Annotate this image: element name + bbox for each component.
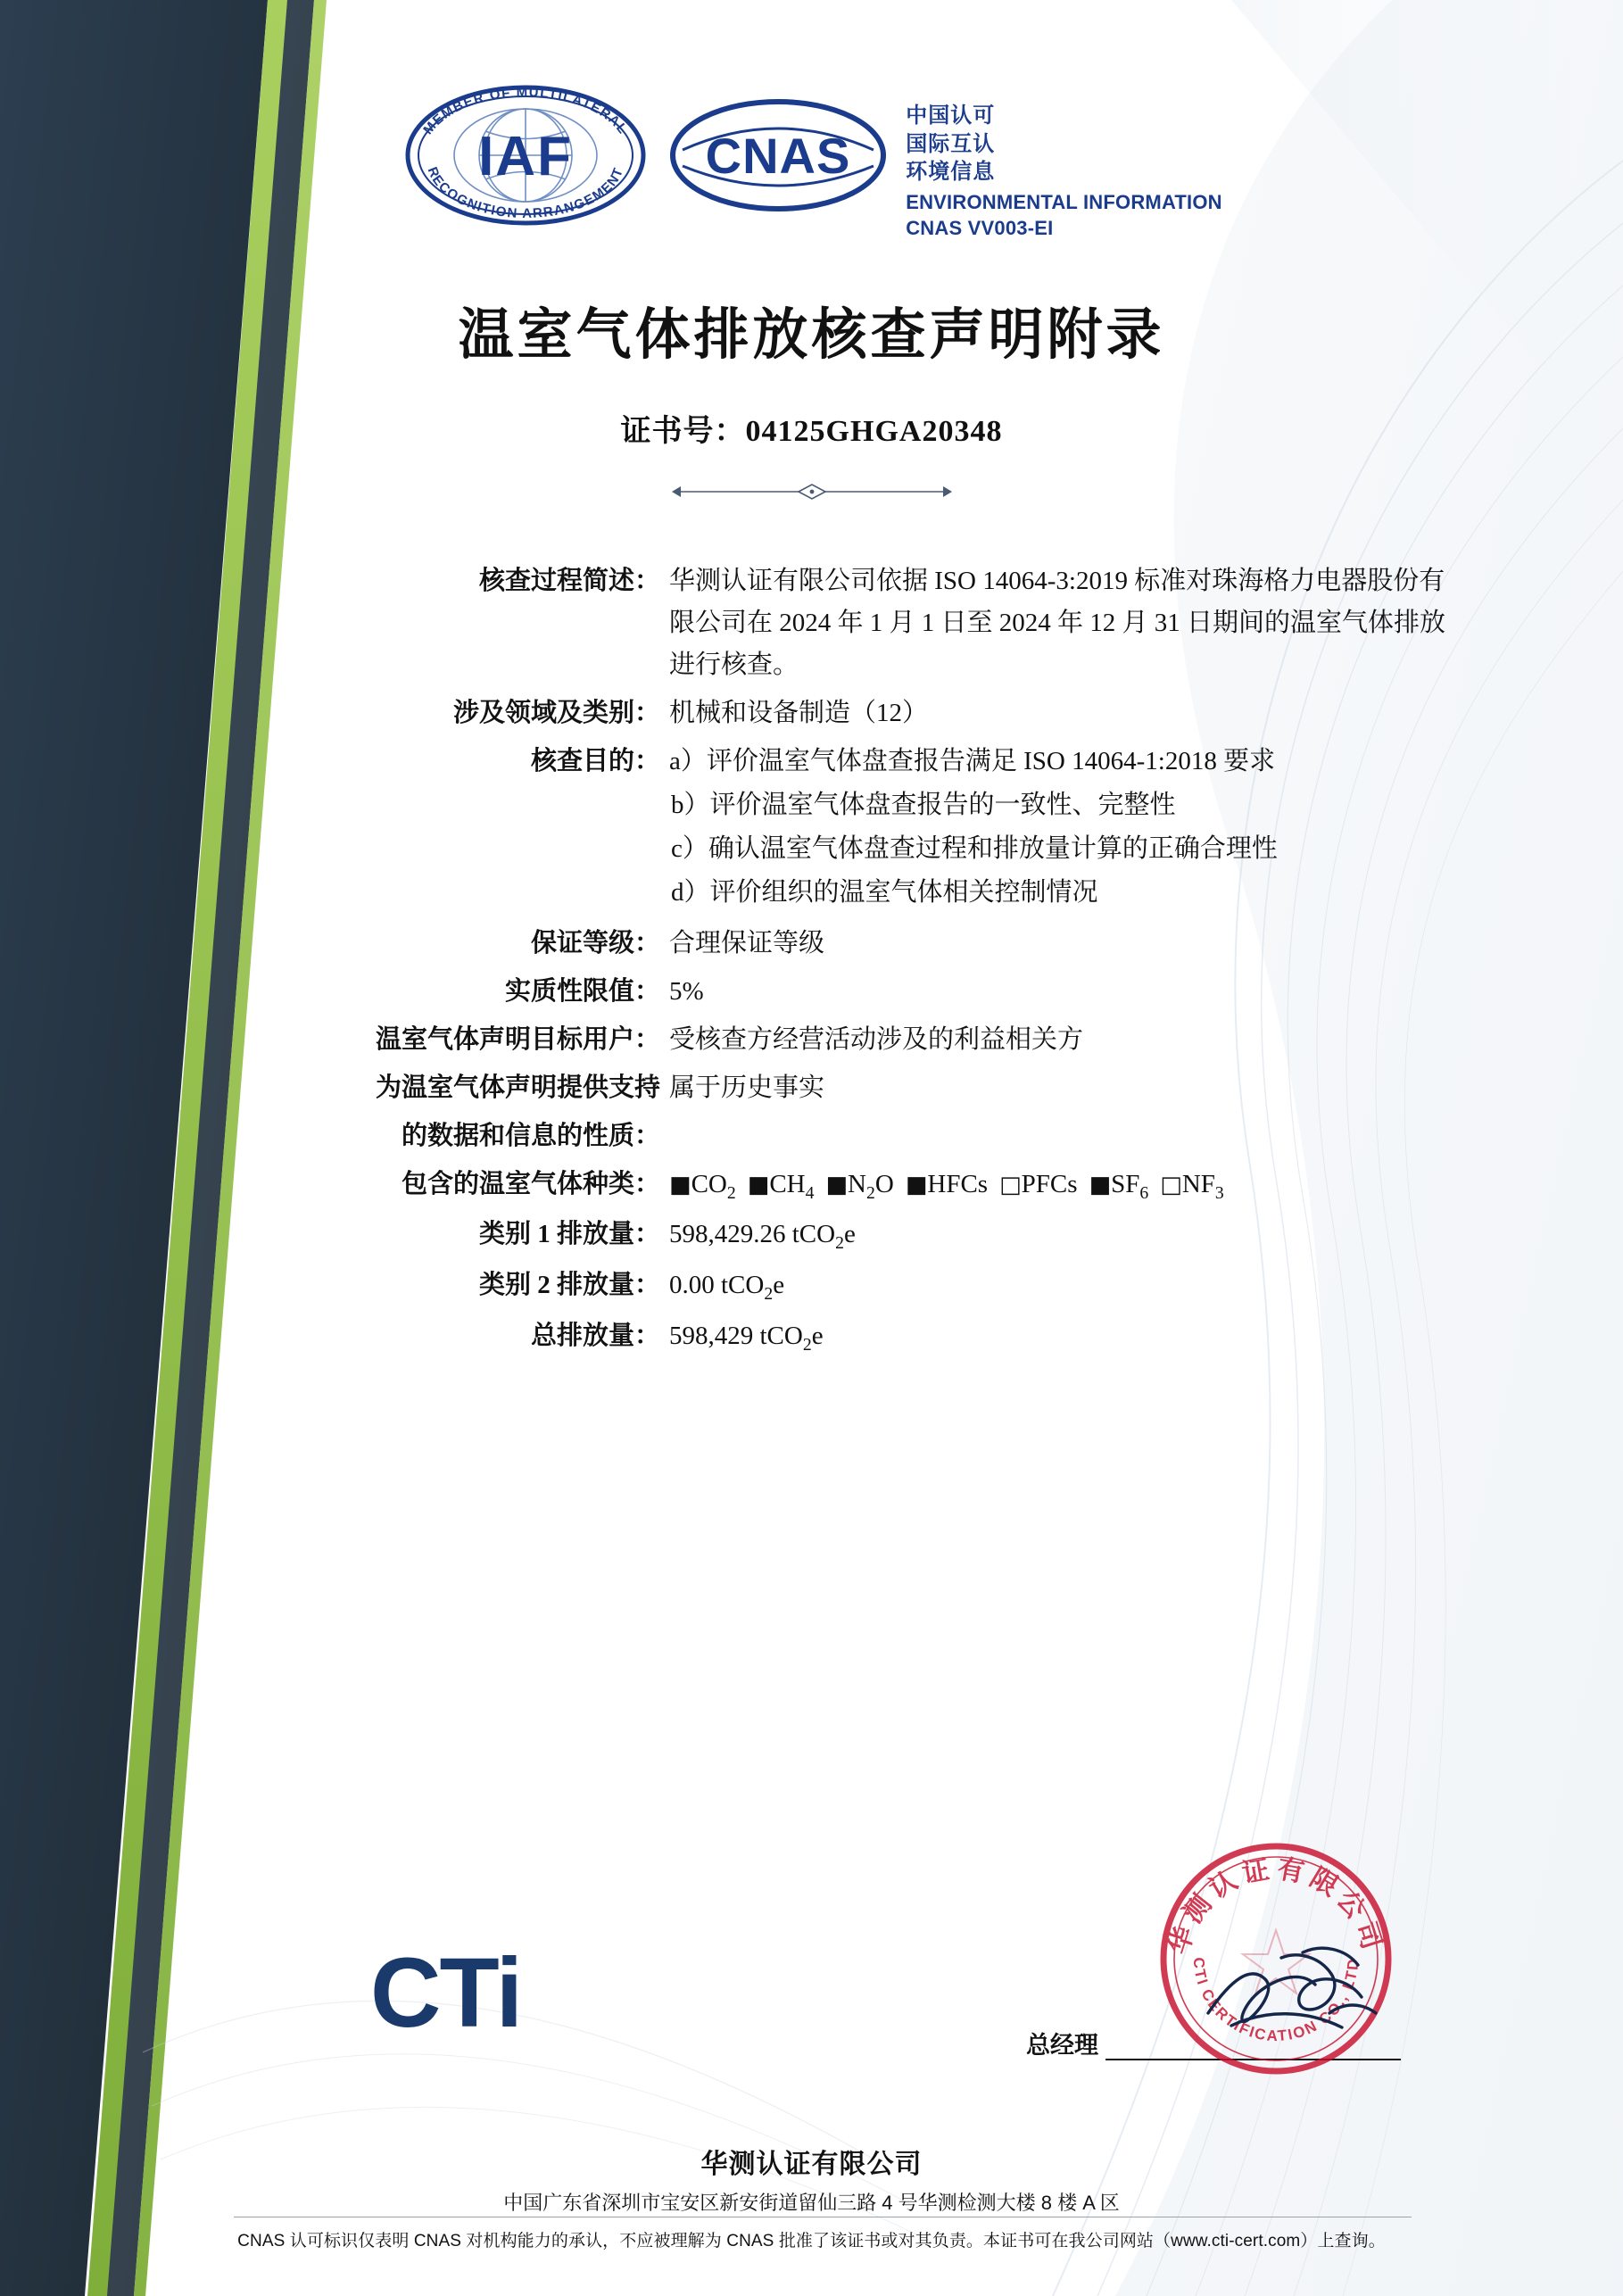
field-support-second-line — [0, 1115, 1623, 1157]
certificate-number-value: 04125GHGA20348 — [745, 415, 1003, 448]
certificate-number-label: 证书号： — [620, 415, 746, 448]
field-process — [0, 560, 1623, 686]
field-materiality-label: 实质性限值： — [504, 976, 660, 1006]
field-materiality-value: 5% — [669, 976, 704, 1006]
field-purpose-item-c: c）确认温室气体盘查过程和排放量计算的正确合理性 — [671, 833, 1278, 863]
field-purpose-item-d: d）评价组织的温室气体相关控制情况 — [671, 877, 1098, 907]
field-total — [0, 1315, 1623, 1360]
field-assurance — [0, 923, 1623, 965]
certificate-number — [0, 406, 1623, 450]
gas-n2o: $■N_2O$ — [825, 1169, 894, 1203]
field-users — [0, 1019, 1623, 1061]
cat1-suffix: e — [843, 1220, 856, 1249]
field-support-label-2: 的数据和信息的性质： — [401, 1121, 660, 1150]
field-purpose-item-b: b）评价温室气体盘查报告的一致性、完整性 — [671, 790, 1176, 819]
iaf-logo-icon — [401, 82, 650, 229]
field-assurance-value: 合理保证等级 — [669, 928, 825, 957]
svg-text:MEMBER OF MULTILATERAL: MEMBER OF MULTILATERAL — [420, 84, 632, 138]
field-purpose-item-a: a）评价温室气体盘查报告满足 ISO 14064-1:2018 要求 — [669, 746, 1276, 775]
field-gases-label: 包含的温室气体种类： — [401, 1169, 660, 1198]
field-users-label: 温室气体声明目标用户： — [375, 1024, 660, 1054]
cat2-suffix: e — [773, 1271, 785, 1300]
field-purpose — [0, 741, 1623, 783]
total-suffix: e — [811, 1321, 824, 1350]
svg-text:IAF: IAF — [478, 126, 574, 187]
footer-note: CNAS 认可标识仅表明 CNAS 对机构能力的承认，不应被理解为 CNAS 批准了该证书或对其负责。本证书可在我公司网站（www.cti-cert.com）上查询。 — [237, 2232, 1386, 2250]
field-support-label: 为温室气体声明提供支持 — [375, 1073, 660, 1102]
field-scope-value: 机械和设备制造（12） — [669, 698, 929, 727]
cnas-line-3: 环境信息 — [906, 160, 996, 185]
field-assurance-label: 保证等级： — [530, 928, 660, 957]
field-gases-value — [664, 1164, 1454, 1208]
accreditation-logos — [0, 82, 1623, 241]
gas-ch4: $■CH_4$ — [747, 1169, 815, 1203]
cnas-line-5: CNAS VV003-EI — [906, 217, 1054, 240]
field-users-value: 受核查方经营活动涉及的利益相关方 — [669, 1024, 1084, 1054]
cat2-number: 0.00 tCO — [669, 1271, 765, 1300]
field-category-2 — [0, 1264, 1623, 1309]
field-support — [0, 1067, 1623, 1109]
cnas-line-2: 国际互认 — [906, 131, 996, 156]
gas-pfcs: □PFCs — [999, 1169, 1078, 1198]
cti-logo: CTi — [370, 1938, 522, 2048]
cat1-sub: 2 — [835, 1233, 844, 1254]
total-sub: 2 — [802, 1334, 812, 1355]
gas-nf3: $□NF_3$ — [1160, 1169, 1224, 1203]
cnas-text-block — [906, 102, 1222, 241]
field-category-1-value — [664, 1214, 1454, 1258]
field-category-2-value — [664, 1264, 1454, 1309]
field-purpose-row-b — [0, 784, 1623, 826]
svg-text:CNAS: CNAS — [705, 128, 851, 184]
company-address: 中国广东省深圳市宝安区新安街道留仙三路 4 号华测检测大楼 8 楼 A 区 — [503, 2192, 1120, 2214]
svg-text:RECOGNITION ARRANGEMENT: RECOGNITION ARRANGEMENT — [424, 164, 627, 222]
ornamental-divider — [665, 482, 959, 501]
field-support-value: 属于历史事实 — [669, 1073, 825, 1102]
field-category-2-label: 类别 2 排放量： — [478, 1271, 660, 1300]
field-purpose-row-d — [0, 872, 1623, 914]
cat1-number: 598,429.26 tCO — [669, 1220, 836, 1249]
gas-hfcs: ■HFCs — [905, 1169, 989, 1198]
gas-co2: $■CO_2$ — [669, 1169, 736, 1203]
page-title: 温室气体排放核查声明附录 — [458, 305, 1165, 366]
field-materiality — [0, 971, 1623, 1013]
signature-label: 总经理 — [1026, 2032, 1098, 2059]
handwritten-signature — [1196, 1927, 1392, 2061]
cnas-line-4: ENVIRONMENTAL INFORMATION — [906, 191, 1222, 214]
certificate-body — [0, 560, 1623, 1366]
field-total-label: 总排放量： — [530, 1321, 660, 1350]
field-category-1 — [0, 1214, 1623, 1258]
gas-sf6: $■SF_6$ — [1089, 1169, 1149, 1203]
cat2-sub: 2 — [764, 1283, 774, 1304]
company-name: 华测认证有限公司 — [700, 2150, 923, 2179]
cnas-logo-icon — [667, 91, 890, 225]
field-process-label: 核查过程简述： — [478, 567, 660, 595]
field-purpose-row-c — [0, 828, 1623, 870]
field-purpose-label: 核查目的： — [530, 746, 660, 775]
field-scope-label: 涉及领域及类别： — [452, 698, 660, 727]
field-scope — [0, 692, 1623, 734]
field-total-value — [664, 1315, 1454, 1360]
total-number: 598,429 tCO — [669, 1321, 803, 1350]
svg-text:华测认证有限公司: 华测认证有限公司 — [1163, 1853, 1388, 1959]
svg-text:CTI CERTIFICATION CO., LTD: CTI CERTIFICATION CO., LTD — [1189, 1956, 1362, 2045]
field-gases — [0, 1164, 1623, 1208]
cnas-line-1: 中国认可 — [906, 104, 996, 128]
field-category-1-label: 类别 1 排放量： — [478, 1220, 660, 1249]
field-process-value: 华测认证有限公司依据 ISO 14064-3:2019 标准对珠海格力电器股份有限公司在 2024 年 1 月 1 日至 2024 年 12 月 31 日期间的温室气体排放进行核查。 — [669, 567, 1446, 679]
